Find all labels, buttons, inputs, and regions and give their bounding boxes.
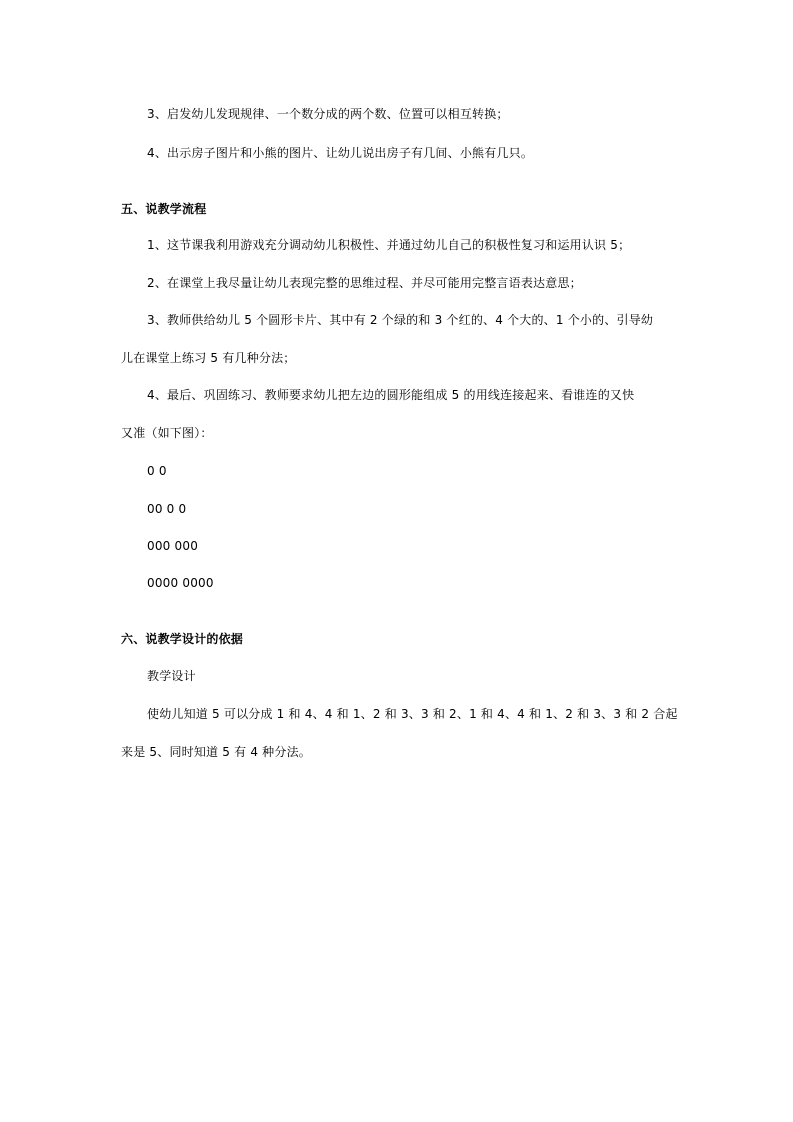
paragraph-line: 2、在课堂上我尽量让幼儿表现完整的思维过程、并尽可能用完整言语表达意思； xyxy=(147,276,582,290)
diagram-row: 00 0 0 xyxy=(147,502,187,516)
paragraph-line: 4、出示房子图片和小熊的图片、让幼儿说出房子有几间、小熊有几只。 xyxy=(147,146,534,160)
diagram-row: 000 000 xyxy=(147,539,199,553)
paragraph-line: 3、启发幼儿发现规律、一个数分成的两个数、位置可以相互转换； xyxy=(147,107,509,121)
paragraph-line: 来是 5、同时知道 5 有 4 种分法。 xyxy=(121,745,311,759)
paragraph-line: 1、这节课我利用游戏充分调动幼儿积极性、并通过幼儿自己的积极性复习和运用认识 5； xyxy=(147,238,631,252)
paragraph-line: 4、最后、巩固练习、教师要求幼儿把左边的圆形能组成 5 的用线连接起来、看谁连的又快 xyxy=(147,388,635,402)
section-heading: 五、说教学流程 xyxy=(121,202,207,216)
diagram-row: 0 0 xyxy=(147,464,167,478)
paragraph-line: 使幼儿知道 5 可以分成 1 和 4、4 和 1、2 和 3、3 和 2、1 和 4、4 和 1、2 和 3、3 和 2 合起 xyxy=(147,707,678,721)
section-heading: 六、说教学设计的依据 xyxy=(121,632,244,646)
paragraph-line: 3、教师供给幼儿 5 个圆形卡片、其中有 2 个绿的和 3 个红的、4 个大的、1 个小的、引导幼 xyxy=(147,313,654,327)
paragraph-line: 儿在课堂上练习 5 有几种分法； xyxy=(121,351,296,365)
diagram-row: 0000 0000 xyxy=(147,576,214,590)
paragraph-line: 又准（如下图）： xyxy=(121,426,213,440)
paragraph-line: 教学设计 xyxy=(147,669,196,683)
